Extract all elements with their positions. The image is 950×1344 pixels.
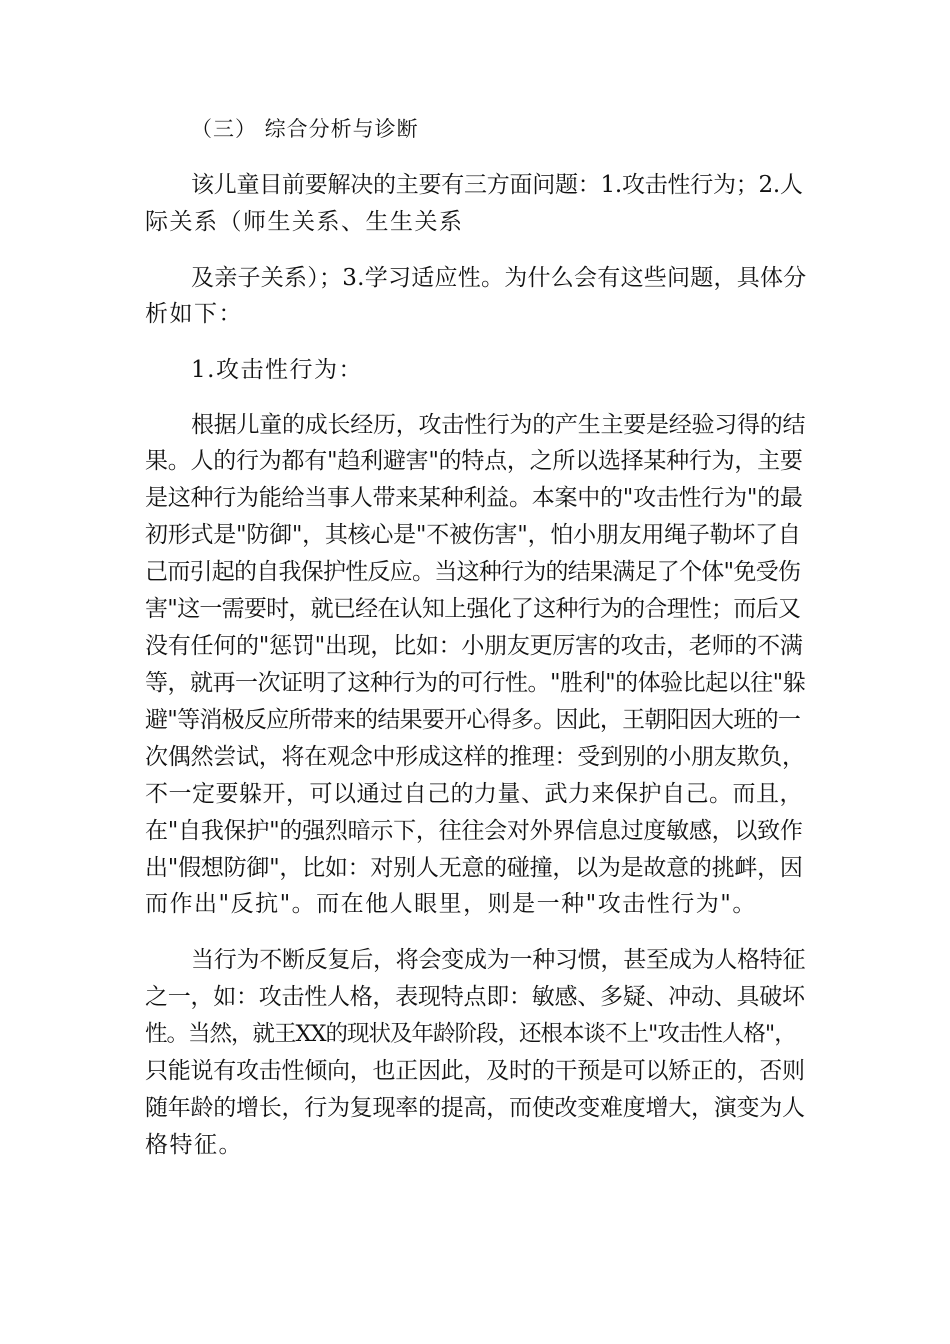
- paragraph-line: 次偶然尝试，将在观念中形成这样的推理：受到别的小朋友欺负，: [145, 744, 805, 770]
- paragraph-line: 等，就再一次证明了这种行为的可行性。"胜利"的体验比起以往"躲: [145, 670, 806, 696]
- paragraph-line: 没有任何的"惩罚"出现，比如：小朋友更厉害的攻击，老师的不满: [145, 633, 803, 659]
- paragraph-line: 之一，如：攻击性人格，表现特点即：敏感、多疑、冲动、具破坏: [145, 984, 805, 1010]
- paragraph-line: 当行为不断反复后，将会变成为一种习惯，甚至成为人格特征: [191, 947, 806, 973]
- paragraph-line: 根据儿童的成长经历，攻击性行为的产生主要是经验习得的结: [191, 412, 806, 438]
- section-heading: （三） 综合分析与诊断: [191, 117, 419, 141]
- paragraph-line: 随年龄的增长，行为复现率的提高，而使改变难度增大，演变为人: [145, 1095, 805, 1121]
- paragraph-line: 格特征。: [145, 1132, 243, 1158]
- paragraph-line: 果。人的行为都有"趋利避害"的特点，之所以选择某种行为，主要: [145, 448, 803, 474]
- paragraph-line: 不一定要躲开，可以通过自己的力量、武力来保护自己。而且，: [145, 781, 803, 807]
- paragraph-line: 而作出"反抗"。而在他人眼里，则是一种"攻击性行为"。: [145, 891, 757, 917]
- paragraph-line: 在"自我保护"的强烈暗示下，往往会对外界信息过度敏感，以致作: [145, 818, 803, 844]
- paragraph-line: 析如下：: [145, 301, 243, 327]
- paragraph-line: 及亲子关系）；3.学习适应性。为什么会有这些问题，具体分: [191, 265, 807, 291]
- paragraph-line: 害"这一需要时，就已经在认知上强化了这种行为的合理性；而后又: [145, 596, 801, 622]
- paragraph-line: 只能说有攻击性倾向，也正因此，及时的干预是可以矫正的，否则: [145, 1058, 805, 1084]
- paragraph-line: 避"等消极反应所带来的结果要开心得多。因此，王朝阳因大班的一: [145, 707, 801, 733]
- subheading: 1.攻击性行为：: [191, 357, 363, 383]
- paragraph-line: 该儿童目前要解决的主要有三方面问题：1.攻击性行为；2.人: [191, 172, 803, 198]
- paragraph-line: 是这种行为能给当事人带来某种利益。本案中的"攻击性行为"的最: [145, 485, 803, 511]
- paragraph-line: 际关系（师生关系、生生关系: [145, 209, 464, 235]
- paragraph-line: 出"假想防御"，比如：对别人无意的碰撞，以为是故意的挑衅，因: [145, 855, 803, 881]
- paragraph-line: 初形式是"防御"，其核心是"不被伤害"，怕小朋友用绳子勒坏了自: [145, 522, 801, 548]
- paragraph-line: 己而引起的自我保护性反应。当这种行为的结果满足了个体"免受伤: [145, 559, 801, 585]
- paragraph-line: 性。当然，就王XX的现状及年龄阶段，还根本谈不上"攻击性人格"，: [145, 1021, 796, 1047]
